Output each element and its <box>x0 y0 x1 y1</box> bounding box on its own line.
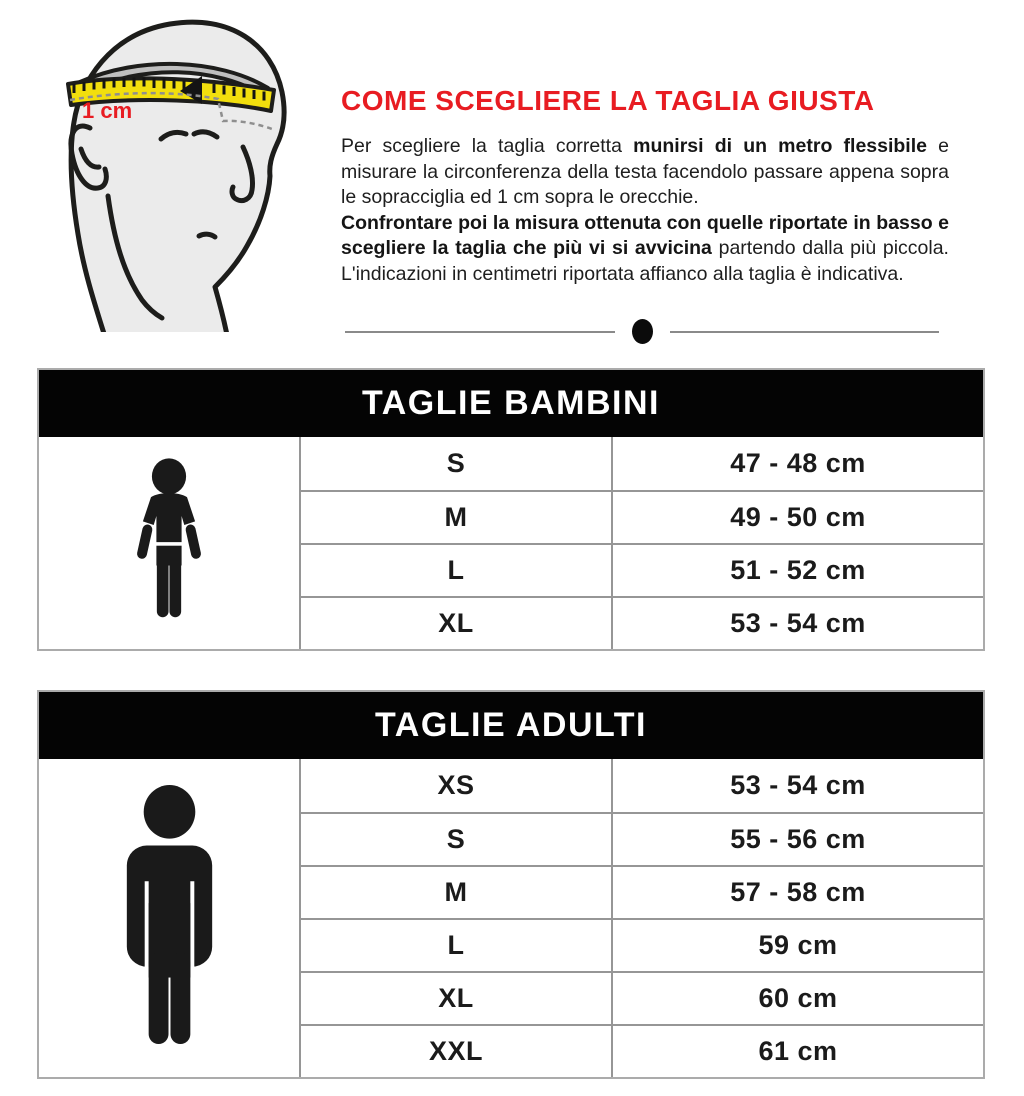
size-cell: XL <box>299 971 611 1024</box>
circumference-cell: 59 cm <box>611 918 983 971</box>
circumference-cell: 53 - 54 cm <box>611 596 983 649</box>
child-figure-icon <box>124 453 214 633</box>
guide-title: COME SCEGLIERE LA TAGLIA GIUSTA <box>341 85 875 116</box>
adult-figure-icon <box>105 784 234 1052</box>
size-cell: L <box>299 918 611 971</box>
size-cell: M <box>299 865 611 918</box>
adult-figure-cell <box>39 759 299 1077</box>
circumference-cell: 53 - 54 cm <box>611 759 983 812</box>
children-sizes-table <box>37 368 985 651</box>
size-cell: XL <box>299 596 611 649</box>
size-guide-intro <box>341 86 949 287</box>
circumference-cell: 51 - 52 cm <box>611 543 983 596</box>
size-cell: S <box>299 812 611 865</box>
size-cell: L <box>299 543 611 596</box>
size-cell: XS <box>299 759 611 812</box>
circumference-cell: 61 cm <box>611 1024 983 1077</box>
circumference-cell: 60 cm <box>611 971 983 1024</box>
adult-sizes-table-title: TAGLIE ADULTI <box>39 692 983 759</box>
child-figure-cell <box>39 437 299 649</box>
adult-sizes-table <box>37 690 985 1079</box>
divider-line-left <box>345 331 615 333</box>
size-cell: XXL <box>299 1024 611 1077</box>
tape-distance-label: 1 cm <box>82 98 133 123</box>
section-divider <box>345 318 939 345</box>
children-sizes-table-body <box>39 437 983 649</box>
circumference-cell: 49 - 50 cm <box>611 490 983 543</box>
children-sizes-table-title: TAGLIE BAMBINI <box>39 370 983 437</box>
guide-paragraph-1: Per scegliere la taglia corretta munirsi di un metro flessibile e misurare la circonferenza della testa facendolo passare appena sopra le sopracciglia ed 1 cm sopra le orecchie. <box>341 135 949 209</box>
circumference-cell: 57 - 58 cm <box>611 865 983 918</box>
head-illustration-drawing <box>18 0 330 332</box>
circumference-cell: 47 - 48 cm <box>611 437 983 490</box>
divider-line-right <box>670 331 940 333</box>
divider-dot <box>632 319 653 344</box>
size-cell: S <box>299 437 611 490</box>
adult-sizes-table-body <box>39 759 983 1077</box>
size-cell: M <box>299 490 611 543</box>
guide-paragraph-2: Confrontare poi la misura ottenuta con quelle riportate in basso e scegliere la taglia che più vi si avvicina partendo dalla più piccola. L'indicazioni in centimetri riportata affianco alla taglia è indicativa. <box>341 211 949 285</box>
circumference-cell: 55 - 56 cm <box>611 812 983 865</box>
head-measurement-illustration <box>18 0 330 332</box>
